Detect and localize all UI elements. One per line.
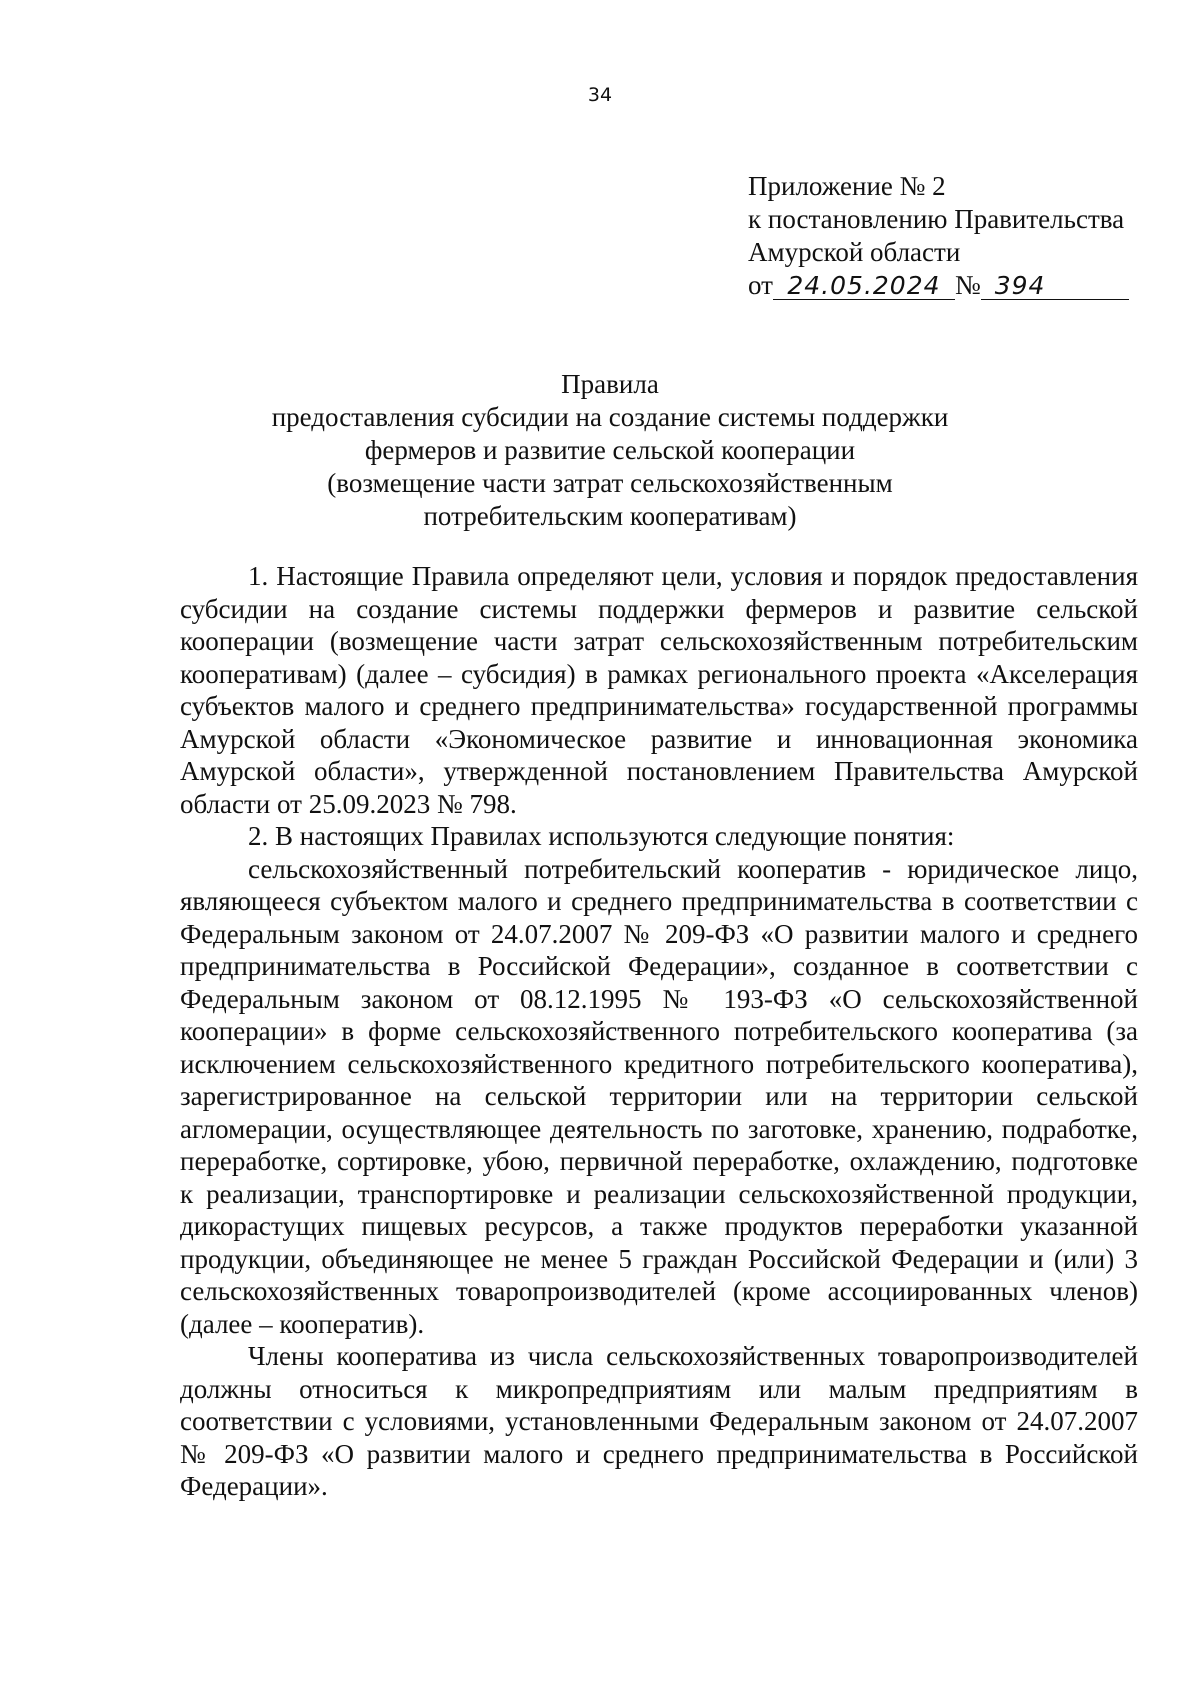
appendix-region: Амурской области: [748, 237, 961, 267]
paragraph-2: 2. В настоящих Правилах используются следующие понятия:: [248, 821, 955, 851]
appendix-date-line: [748, 269, 1148, 302]
title-line-1: Правила: [561, 369, 659, 399]
appendix-reference: к постановлению Правительства: [748, 204, 1125, 234]
title-line-4: (возмещение части затрат сельскохозяйственным: [327, 468, 893, 498]
title-line-3: фермеров и развитие сельской кооперации: [364, 435, 856, 465]
document-title: [180, 368, 1040, 533]
title-line-2: предоставления субсидии на создание системы поддержки: [271, 402, 949, 432]
number-label: №: [954, 270, 981, 300]
handwritten-number: 394: [981, 273, 1129, 300]
document-body: [180, 560, 1138, 1503]
paragraph-1: 1. Настоящие Правила определяют цели, условия и порядок предоставления субсидии на создание системы поддержки фермеров и развитие сельской кооперации (возмещение части затрат сельскохозяйственным потребительским кооперативам) (далее – субсидия) в рамках регионального проекта «Акселерация субъектов малого и среднего предпринимательства» государственной программы Амурской области «Экономическое развитие и инновационная экономика Амурской области», утвержденной постановлением Правительства Амурской области от 25.09.2023 № 798.: [180, 561, 1138, 819]
appendix-title: Приложение № 2: [748, 171, 946, 201]
page-number: 34: [587, 84, 613, 106]
paragraph-4: Члены кооператива из числа сельскохозяйственных товаропроизводителей должны относиться к микропредприятиям или малым предприятиям в соответствии с условиями, установленными Федеральным законом от 24.07.2007 № 209-ФЗ «О развитии малого и среднего предпринимательства в Российской Федерации».: [180, 1341, 1138, 1501]
appendix-header: [748, 170, 1148, 302]
handwritten-date: 24.05.2024: [773, 273, 955, 300]
title-line-5: потребительским кооперативам): [423, 501, 797, 531]
date-prefix: от: [748, 270, 773, 300]
paragraph-3: сельскохозяйственный потребительский кооператив - юридическое лицо, являющееся субъектом малого и среднего предпринимательства в соответствии с Федеральным законом от 24.07.2007 № 209-ФЗ «О развитии малого и среднего предпринимательства в Российской Федерации», созданное в соответствии с Федеральным законом от 08.12.1995 № 193-ФЗ «О сельскохозяйственной кооперации» в форме сельскохозяйственного потребительского кооператива (за исключением сельскохозяйственного кредитного потребительского кооператива), зарегистрированное на сельской территории или на территории сельской агломерации, осуществляющее деятельность по заготовке, хранению, подработке, переработке, сортировке, убою, первичной переработке, охлаждению, подготовке к реализации, транспортировке и реализации сельскохозяйственной продукции, дикорастущих пищевых ресурсов, а также продуктов переработки указанной продукции, объединяющее не менее 5 граждан Российской Федерации и (или) 3 сельскохозяйственных товаропроизводителей (кроме ассоциированных членов) (далее – кооператив).: [180, 853, 1138, 1339]
